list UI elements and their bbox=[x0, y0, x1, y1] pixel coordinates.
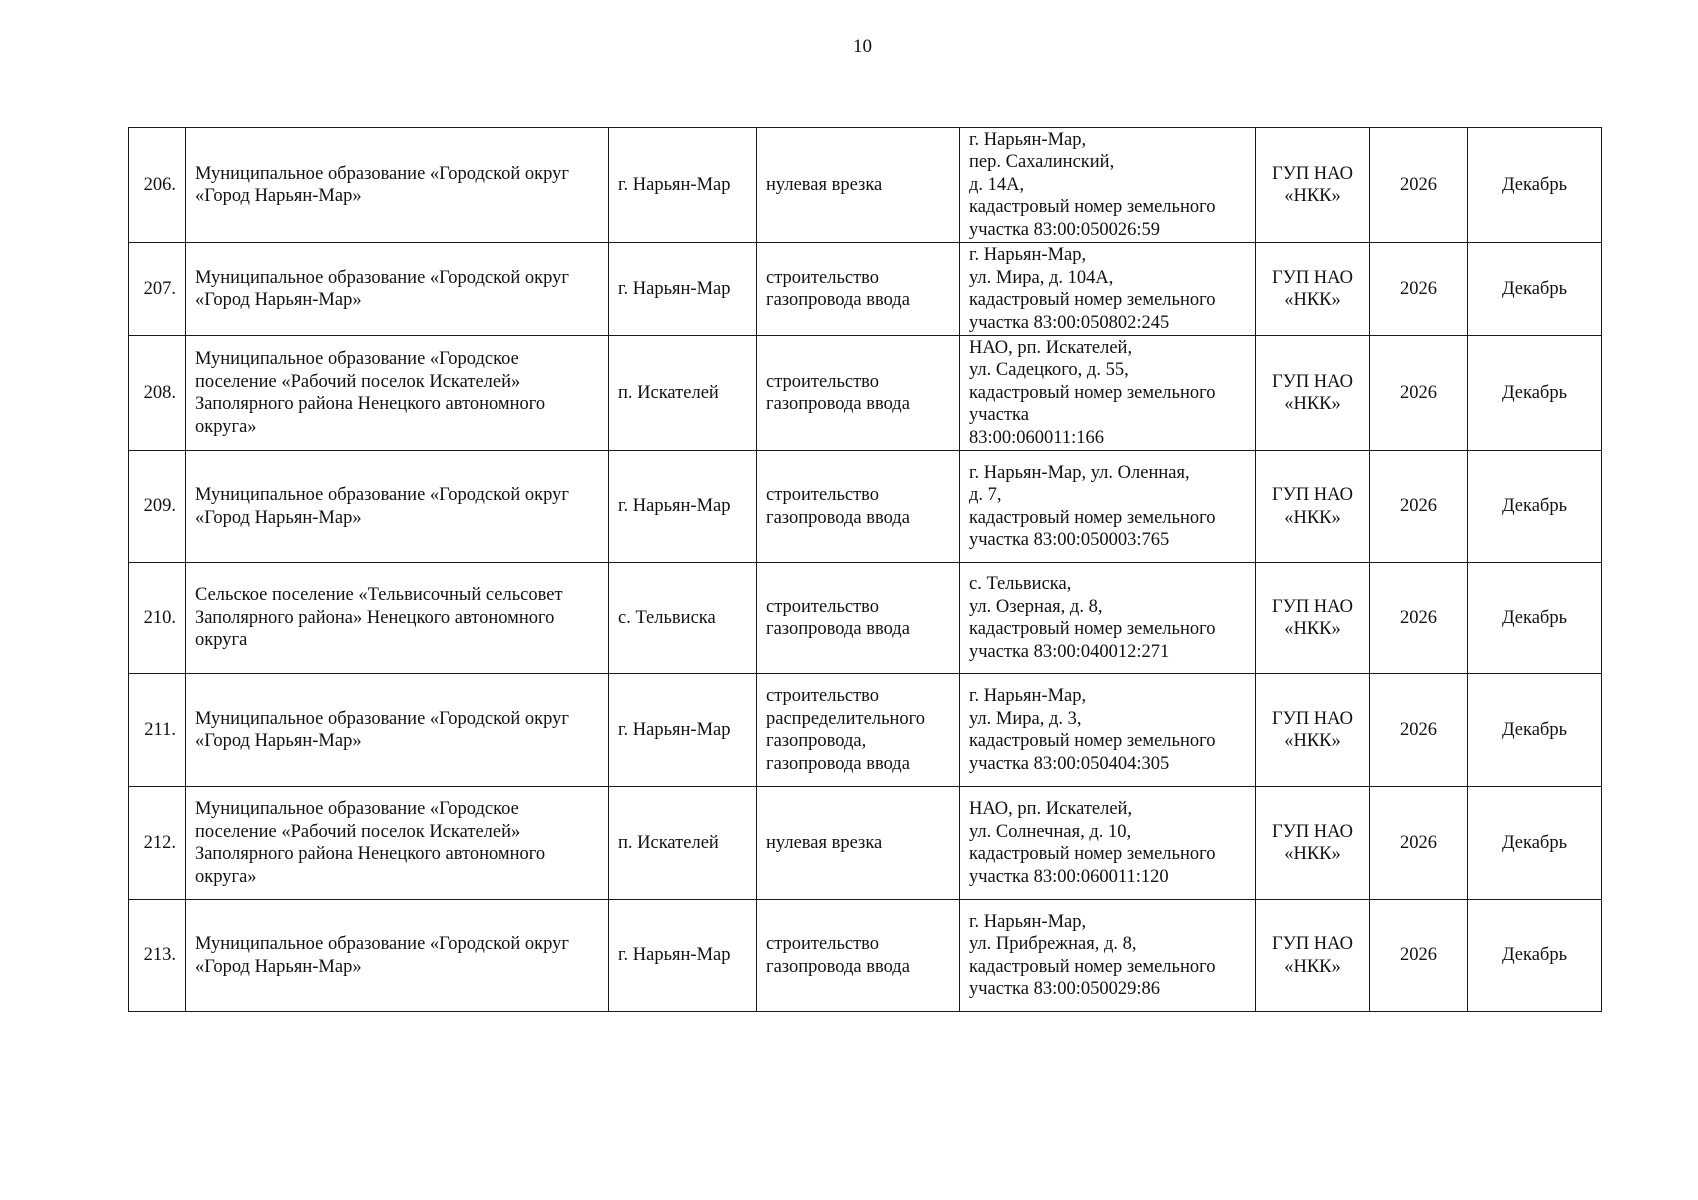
work-type-cell: строительство газопровода ввода bbox=[757, 451, 960, 563]
row-number: 208. bbox=[129, 336, 186, 451]
year-cell: 2026 bbox=[1370, 674, 1468, 787]
work-type-cell: строительство газопровода ввода bbox=[757, 336, 960, 451]
work-type-cell: нулевая врезка bbox=[757, 787, 960, 900]
year-cell: 2026 bbox=[1370, 243, 1468, 336]
year-cell: 2026 bbox=[1370, 563, 1468, 674]
page-number: 10 bbox=[853, 36, 872, 57]
month-cell: Декабрь bbox=[1468, 243, 1602, 336]
organization-cell: Сельское поселение «Тельвисочный сельсовет Заполярного района» Ненецкого автономного округа bbox=[186, 563, 609, 674]
address-cell: г. Нарьян-Мар, пер. Сахалинский, д. 14А, кадастровый номер земельного участка 83:00:050026:59 bbox=[960, 128, 1256, 243]
month-cell: Декабрь bbox=[1468, 900, 1602, 1012]
executor-cell: ГУП НАО «НКК» bbox=[1256, 900, 1370, 1012]
locality-cell: г. Нарьян-Мар bbox=[609, 900, 757, 1012]
month-cell: Декабрь bbox=[1468, 336, 1602, 451]
month-cell: Декабрь bbox=[1468, 128, 1602, 243]
executor-cell: ГУП НАО «НКК» bbox=[1256, 787, 1370, 900]
locality-cell: г. Нарьян-Мар bbox=[609, 128, 757, 243]
month-cell: Декабрь bbox=[1468, 451, 1602, 563]
locality-cell: г. Нарьян-Мар bbox=[609, 243, 757, 336]
year-cell: 2026 bbox=[1370, 900, 1468, 1012]
month-cell: Декабрь bbox=[1468, 787, 1602, 900]
locality-cell: п. Искателей bbox=[609, 787, 757, 900]
organization-cell: Муниципальное образование «Городской округ «Город Нарьян-Мар» bbox=[186, 674, 609, 787]
organization-cell: Муниципальное образование «Городское поселение «Рабочий поселок Искателей» Заполярного района Ненецкого автономного округа» bbox=[186, 787, 609, 900]
table-row bbox=[129, 900, 1602, 1012]
locality-cell: г. Нарьян-Мар bbox=[609, 451, 757, 563]
address-cell: г. Нарьян-Мар, ул. Мира, д. 104А, кадастровый номер земельного участка 83:00:050802:245 bbox=[960, 243, 1256, 336]
work-type-cell: строительство распределительного газопровода, газопровода ввода bbox=[757, 674, 960, 787]
executor-cell: ГУП НАО «НКК» bbox=[1256, 674, 1370, 787]
work-type-cell: строительство газопровода ввода bbox=[757, 243, 960, 336]
table-row bbox=[129, 336, 1602, 451]
address-cell: г. Нарьян-Мар, ул. Оленная, д. 7, кадастровый номер земельного участка 83:00:050003:765 bbox=[960, 451, 1256, 563]
address-cell: с. Тельвиска, ул. Озерная, д. 8, кадастровый номер земельного участка 83:00:040012:271 bbox=[960, 563, 1256, 674]
year-cell: 2026 bbox=[1370, 787, 1468, 900]
organization-cell: Муниципальное образование «Городской округ «Город Нарьян-Мар» bbox=[186, 451, 609, 563]
executor-cell: ГУП НАО «НКК» bbox=[1256, 563, 1370, 674]
locality-cell: г. Нарьян-Мар bbox=[609, 674, 757, 787]
table-row bbox=[129, 128, 1602, 243]
executor-cell: ГУП НАО «НКК» bbox=[1256, 128, 1370, 243]
table-row bbox=[129, 243, 1602, 336]
month-cell: Декабрь bbox=[1468, 563, 1602, 674]
row-number: 212. bbox=[129, 787, 186, 900]
year-cell: 2026 bbox=[1370, 336, 1468, 451]
table-row bbox=[129, 674, 1602, 787]
locality-cell: с. Тельвиска bbox=[609, 563, 757, 674]
address-cell: г. Нарьян-Мар, ул. Мира, д. 3, кадастровый номер земельного участка 83:00:050404:305 bbox=[960, 674, 1256, 787]
table-row bbox=[129, 787, 1602, 900]
table-row bbox=[129, 563, 1602, 674]
row-number: 206. bbox=[129, 128, 186, 243]
row-number: 207. bbox=[129, 243, 186, 336]
locality-cell: п. Искателей bbox=[609, 336, 757, 451]
row-number: 209. bbox=[129, 451, 186, 563]
organization-cell: Муниципальное образование «Городской округ «Город Нарьян-Мар» bbox=[186, 900, 609, 1012]
organization-cell: Муниципальное образование «Городской округ «Город Нарьян-Мар» bbox=[186, 243, 609, 336]
work-type-cell: строительство газопровода ввода bbox=[757, 900, 960, 1012]
organization-cell: Муниципальное образование «Городской округ «Город Нарьян-Мар» bbox=[186, 128, 609, 243]
organization-cell: Муниципальное образование «Городское поселение «Рабочий поселок Искателей» Заполярного района Ненецкого автономного округа» bbox=[186, 336, 609, 451]
row-number: 213. bbox=[129, 900, 186, 1012]
executor-cell: ГУП НАО «НКК» bbox=[1256, 243, 1370, 336]
gasification-schedule-table bbox=[128, 127, 1602, 1012]
year-cell: 2026 bbox=[1370, 451, 1468, 563]
table-row bbox=[129, 451, 1602, 563]
row-number: 210. bbox=[129, 563, 186, 674]
executor-cell: ГУП НАО «НКК» bbox=[1256, 451, 1370, 563]
address-cell: г. Нарьян-Мар, ул. Прибрежная, д. 8, кадастровый номер земельного участка 83:00:050029:86 bbox=[960, 900, 1256, 1012]
year-cell: 2026 bbox=[1370, 128, 1468, 243]
address-cell: НАО, рп. Искателей, ул. Садецкого, д. 55, кадастровый номер земельного участка 83:00:060011:166 bbox=[960, 336, 1256, 451]
address-cell: НАО, рп. Искателей, ул. Солнечная, д. 10, кадастровый номер земельного участка 83:00:060011:120 bbox=[960, 787, 1256, 900]
work-type-cell: строительство газопровода ввода bbox=[757, 563, 960, 674]
month-cell: Декабрь bbox=[1468, 674, 1602, 787]
executor-cell: ГУП НАО «НКК» bbox=[1256, 336, 1370, 451]
row-number: 211. bbox=[129, 674, 186, 787]
work-type-cell: нулевая врезка bbox=[757, 128, 960, 243]
